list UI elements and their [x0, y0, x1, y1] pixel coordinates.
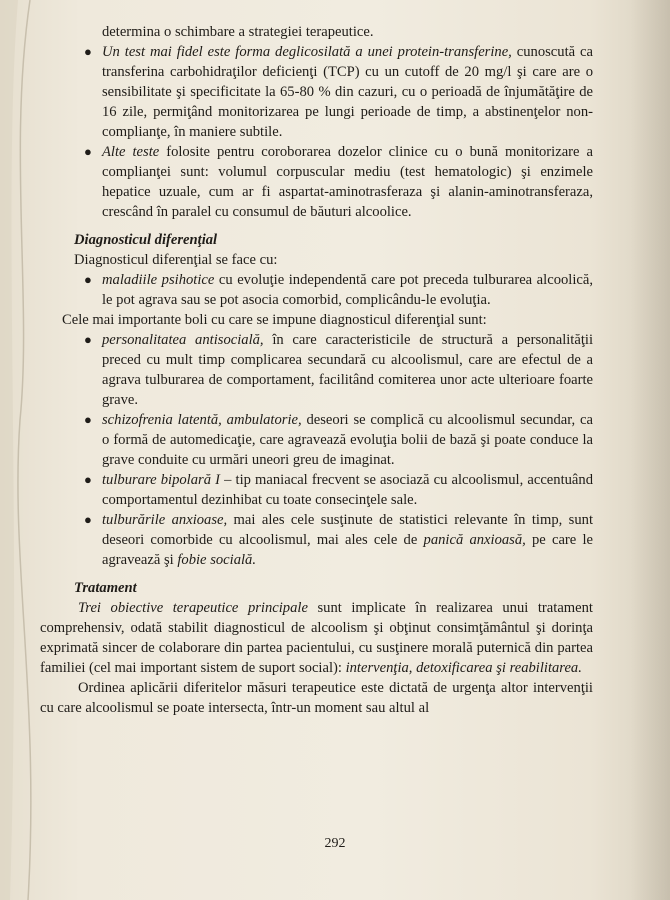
diagnostic-intro: Diagnosticul diferenţial se face cu:	[74, 252, 278, 268]
item-emphasis-2: panică anxioasă,	[423, 532, 526, 548]
item-emphasis: schizofrenia latentă, ambulatorie,	[102, 412, 302, 428]
bullet-icon: ●	[84, 44, 92, 59]
bullet-icon: ●	[84, 272, 92, 287]
item-text: tip maniacal frecvent se asociază cu alcoolismul, accentuând comportamentul dezinhibat cu toate consecinţele sale.	[102, 472, 593, 508]
page-content	[40, 22, 593, 718]
item-text: mai ales cele susţinute de statistici relevante în timp, sunt deseori comorbide cu alcoolismul, mai ales cele de	[102, 512, 593, 548]
paragraph-emphasis: Trei obiective terapeutice principale	[78, 600, 308, 616]
list-item	[40, 330, 593, 410]
item-emphasis: tulburările anxioase,	[102, 512, 228, 528]
page-number: 292	[324, 836, 346, 851]
item-emphasis: tulburare bipolară I –	[102, 472, 232, 488]
paragraph-emphasis-2: intervenţia, detoxificarea şi reabilitarea.	[345, 660, 582, 676]
list-item	[40, 42, 593, 142]
item-text: folosite pentru coroborarea dozelor clinice cu o bună monitorizare a complianţei sunt: volumul corpuscular mediu (test hematologic) şi enzimele hepatice uzuale, cum ar fi aspartat-aminotrasferaza şi alanin-aminotransferaza, crescând în paralel cu consumul de băuturi alcoolice.	[102, 144, 593, 220]
list-item	[40, 410, 593, 470]
treatment-paragraph-2: Ordinea aplicării diferitelor măsuri terapeutice este dictată de urgenţa altor intervenţii cu care alcoolismul se poate intersecta, într-un moment sau altul al	[40, 680, 593, 716]
bullet-icon: ●	[84, 412, 92, 427]
tests-list	[40, 42, 593, 222]
paragraph-text: sunt implicate în realizarea unui tratament comprehensiv, odată stabilit diagnosticul de alcoolism şi obţinut consimţământul şi dorinţa exprimată sincer de colaborare din partea pacientului, cu susţinere morală puternică din partea familiei (cel mai important sistem de suport social):	[40, 600, 593, 676]
bullet-icon: ●	[84, 472, 92, 487]
section-title-diagnostic: Diagnosticul diferenţial	[74, 232, 218, 248]
item-text-2: pe care le agravează şi	[102, 532, 594, 568]
item-text: cu evoluţie independentă care pot preceda tulburarea alcoolică, le pot agrava sau se pot asocia comorbid, complicându-le evoluţia.	[102, 272, 593, 308]
item-emphasis: maladiile psihotice	[102, 272, 215, 288]
right-margin-shadow	[630, 0, 670, 900]
item-emphasis: Alte teste	[102, 144, 160, 160]
item-text: în care caracteristicile de structură a personalităţii preced cu mult timp complicarea secundară cu alcoolismul, care are efectul de a agrava tulburarea de comportament, facilitând comiterea unor acte ulterioare foarte grave.	[102, 332, 593, 408]
opening-line: determina o schimbare a strategiei terapeutice.	[102, 24, 374, 40]
diagnostic-intro-2: Cele mai importante boli cu care se impune diagnosticul diferenţial sunt:	[62, 312, 487, 328]
item-emphasis: Un test mai fidel este forma deglicosilată a unei protein-transferine,	[102, 44, 512, 60]
bullet-icon: ●	[84, 512, 92, 527]
item-emphasis: personalitatea antisocială,	[102, 332, 264, 348]
diagnostic-list-1	[40, 270, 593, 310]
item-emphasis-3: fobie socială.	[177, 552, 256, 568]
list-item	[40, 470, 593, 510]
item-text: deseori se complică cu alcoolismul secundar, ca o formă de automedicaţie, care agravează evoluţia bolii de bază şi poate conduce la grave conduite cu urmări uneori greu de imaginat.	[102, 412, 593, 468]
bullet-icon: ●	[84, 144, 92, 159]
list-item	[40, 510, 593, 570]
section-title-treatment: Tratament	[74, 580, 137, 596]
item-text: cunoscută ca transferina carbohidraţilor deficienţi (TCP) cu un cutoff de 20 mg/l şi care are o sensibilitate şi specificitate la 65-80 % din cazuri, cu o perioadă de înjumătăţire de 16 zile, permiţând monitorizarea pe lungi perioade de timp, a abstinenţelor non-complianţe, în maniere subtile.	[102, 44, 593, 140]
bullet-icon: ●	[84, 332, 92, 347]
list-item	[40, 270, 593, 310]
diagnostic-list-2	[40, 330, 593, 570]
treatment-paragraph-1	[40, 598, 593, 678]
list-item	[40, 142, 593, 222]
